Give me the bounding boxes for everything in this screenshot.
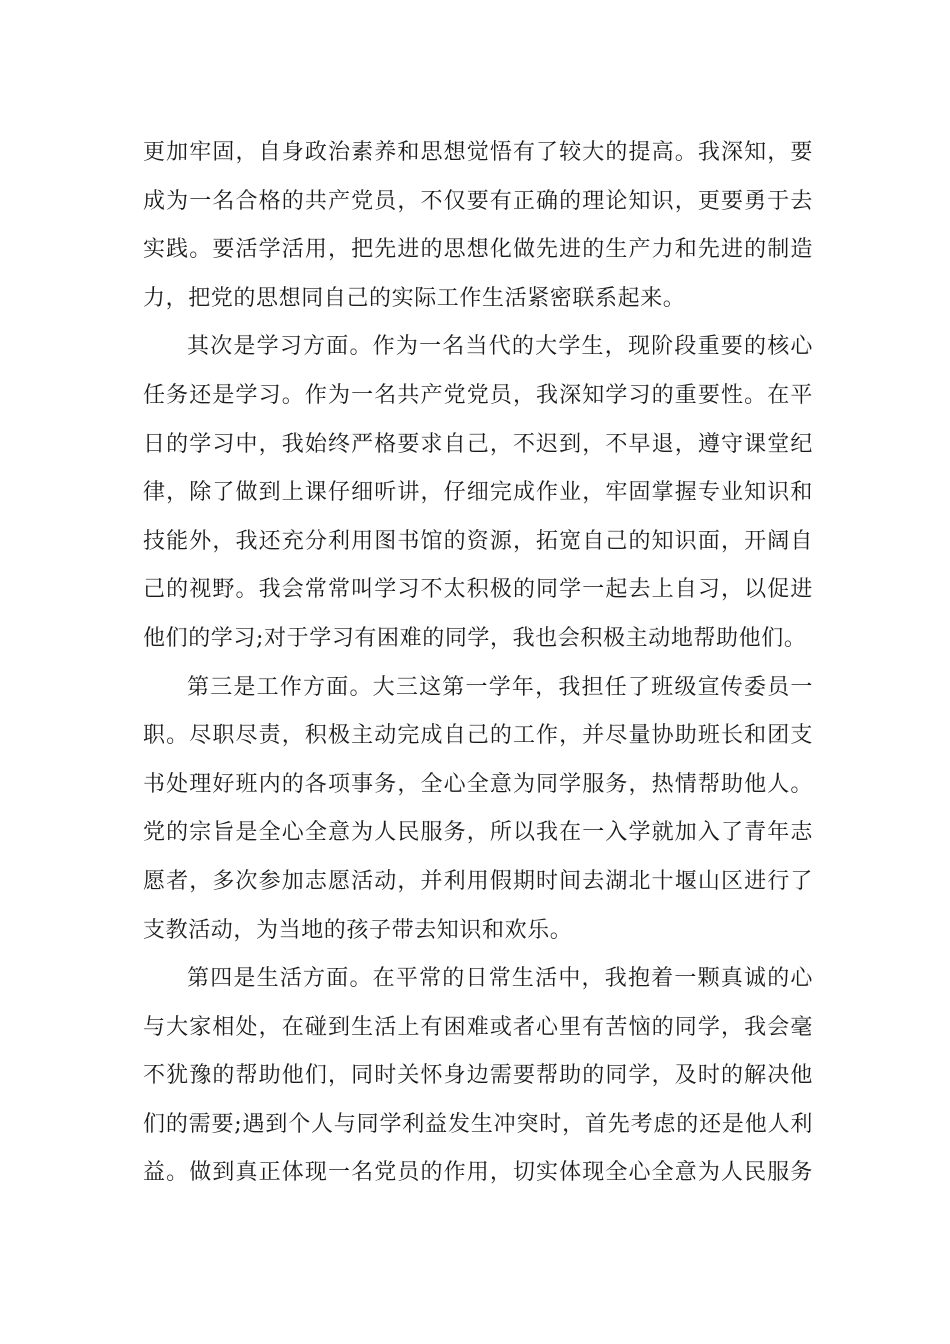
text-line: 他们的学习;对于学习有困难的同学，我也会积极主动地帮助他们。: [143, 625, 807, 651]
text-line: 书处理好班内的各项事务，全心全意为同学服务，热情帮助他人。: [143, 771, 813, 797]
text-line: 与大家相处，在碰到生活上有困难或者心里有苦恼的同学，我会毫: [143, 1014, 813, 1040]
text-line: 力，把党的思想同自己的实际工作生活紧密联系起来。: [143, 285, 686, 311]
paragraph-study: [143, 323, 813, 663]
text-line: 党的宗旨是全心全意为人民服务，所以我在一入学就加入了青年志: [143, 820, 813, 846]
text-line: 日的学习中，我始终严格要求自己，不迟到，不早退，遵守课堂纪: [143, 431, 813, 457]
paragraph-work: [143, 664, 813, 956]
text-line: 实践。要活学活用，把先进的思想化做先进的生产力和先进的制造: [143, 237, 813, 263]
text-line: 们的需要;遇到个人与同学利益发生冲突时，首先考虑的还是他人利: [143, 1111, 813, 1137]
paragraph-life: [143, 955, 813, 1198]
text-line: 技能外，我还充分利用图书馆的资源，拓宽自己的知识面，开阔自: [143, 528, 813, 554]
text-line: 成为一名合格的共产党员，不仅要有正确的理论知识，更要勇于去: [143, 188, 813, 214]
text-line: 任务还是学习。作为一名共产党党员，我深知学习的重要性。在平: [143, 382, 813, 408]
paragraph-1: [143, 129, 813, 323]
text-line: 愿者，多次参加志愿活动，并利用假期时间去湖北十堰山区进行了: [143, 868, 813, 894]
text-line: 职。尽职尽责，积极主动完成自己的工作，并尽量协助班长和团支: [143, 723, 813, 749]
text-line: 第四是生活方面。在平常的日常生活中，我抱着一颗真诚的心: [187, 966, 813, 992]
text-line: 第三是工作方面。大三这第一学年，我担任了班级宣传委员一: [187, 674, 813, 700]
text-line: 益。做到真正体现一名党员的作用，切实体现全心全意为人民服务: [143, 1160, 813, 1186]
text-line: 不犹豫的帮助他们，同时关怀身边需要帮助的同学，及时的解决他: [143, 1063, 813, 1089]
text-line: 其次是学习方面。作为一名当代的大学生，现阶段重要的核心: [187, 334, 813, 360]
text-line: 支教活动，为当地的孩子带去知识和欢乐。: [143, 917, 573, 943]
text-line: 己的视野。我会常常叫学习不太积极的同学一起去上自习，以促进: [143, 577, 813, 603]
document-body: [143, 129, 813, 1198]
text-line: 律，除了做到上课仔细听讲，仔细完成作业，牢固掌握专业知识和: [143, 480, 813, 506]
text-line: 更加牢固，自身政治素养和思想觉悟有了较大的提高。我深知，要: [143, 140, 813, 165]
